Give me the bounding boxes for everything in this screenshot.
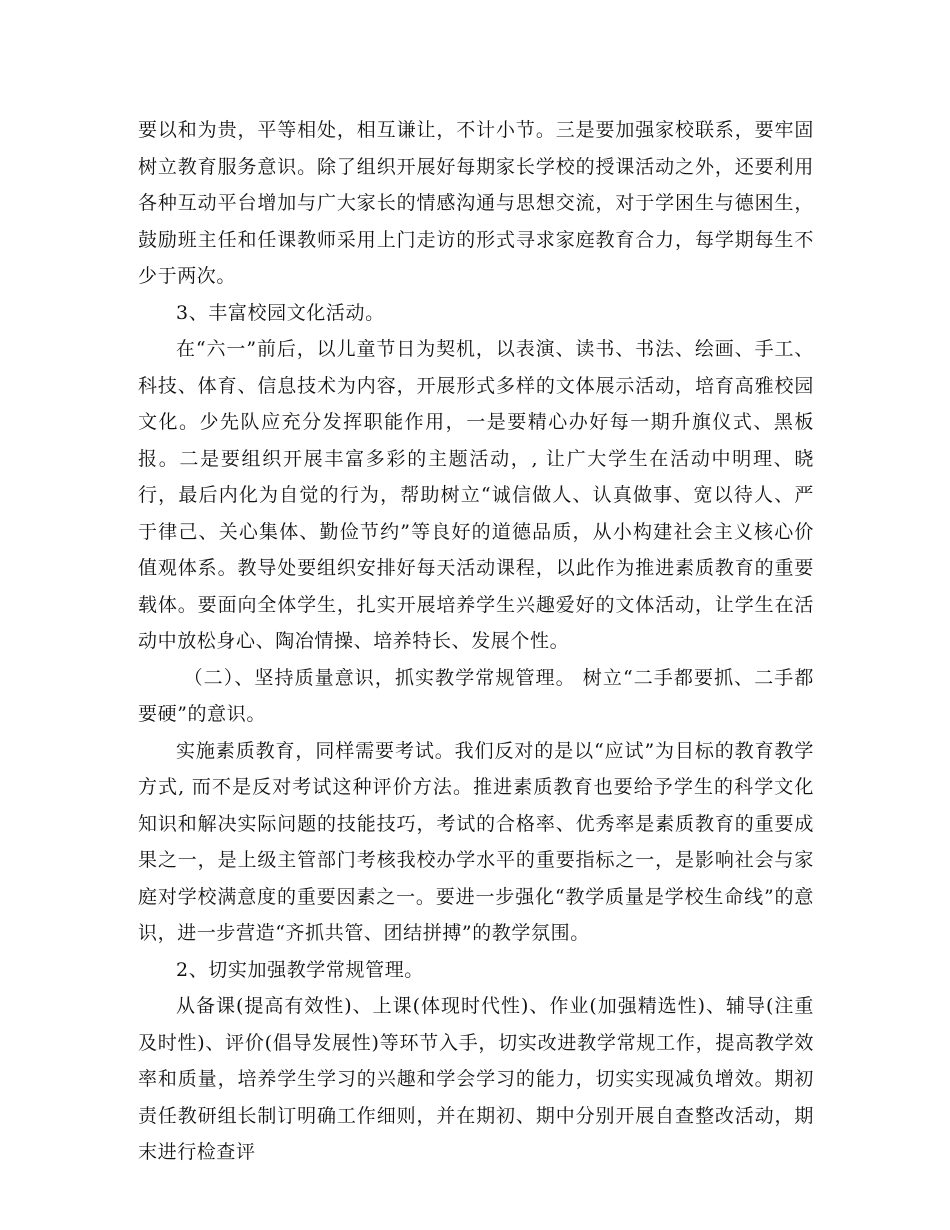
paragraph-exams-and-quality: 实施素质教育，同样需要考试。我们反对的是以“应试”为目标的教育教学方式, 而不是反对考试这种评价方法。推进素质教育也要给予学生的科学文化知识和解决实际问题的技能技巧，考试的合格率、优秀率是素质教育的重要成果之一，是上级主管部门考核我校办学水平的重要指标之一，是影响社会与家庭对学校满意度的重要因素之一。要进一步强化“教学质量是学校生命线”的意识，进一步营造“齐抓共管、团结拼搏”的教学氛围。 [138, 739, 814, 944]
heading-teaching-routine: 2、切实加强教学常规管理。 [176, 958, 424, 981]
paragraph-home-school-contact: 要以和为贵，平等相处，相互谦让，不计小节。三是要加强家校联系，要牢固树立教育服务意识。除了组织开展好每期家长学校的授课活动之外，还要利用各种互动平台增加与广大家长的情感沟通与思想交流，对于学困生与德困生，鼓励班主任和任课教师采用上门走访的形式寻求家庭教育合力，每学期每生不少于两次。 [138, 119, 814, 287]
heading-teaching-quality: （二）、坚持质量意识，抓实教学常规管理。 树立“二手都要抓、二手都要硬”的意识。 [138, 666, 814, 725]
document-body [138, 112, 814, 1171]
heading-campus-culture: 3、丰富校园文化活动。 [176, 301, 385, 324]
paragraph-teaching-routine-details: 从备课(提高有效性)、上课(体现时代性)、作业(加强精选性)、辅导(注重及时性)、评价(倡导发展性)等环节入手，切实改进教学常规工作，提高教学效率和质量，培养学生学习的兴趣和学会学习的能力，切实实现减负增效。期初责任教研组长制订明确工作细则，并在期初、期中分别开展自查整改活动，期末进行检查评 [138, 995, 814, 1163]
paragraph-childrens-day-activities: 在“六一”前后，以儿童节日为契机，以表演、读书、书法、绘画、手工、科技、体育、信息技术为内容，开展形式多样的文体展示活动，培育高雅校园文化。少先队应充分发挥职能作用，一是要精心办好每一期升旗仪式、黑板报。二是要组织开展丰富多彩的主题活动，, 让广大学生在活动中明理、晓行，最后内化为自觉的行为，帮助树立“诚信做人、认真做事、宽以待人、严于律己、关心集体、勤俭节约”等良好的道德品质，从小构建社会主义核心价值观体系。教导处要组织安排好每天活动课程，以此作为推进素质教育的重要载体。要面向全体学生，扎实开展培养学生兴趣爱好的文体活动，让学生在活动中放松身心、陶冶情操、培养特长、发展个性。 [138, 338, 814, 652]
